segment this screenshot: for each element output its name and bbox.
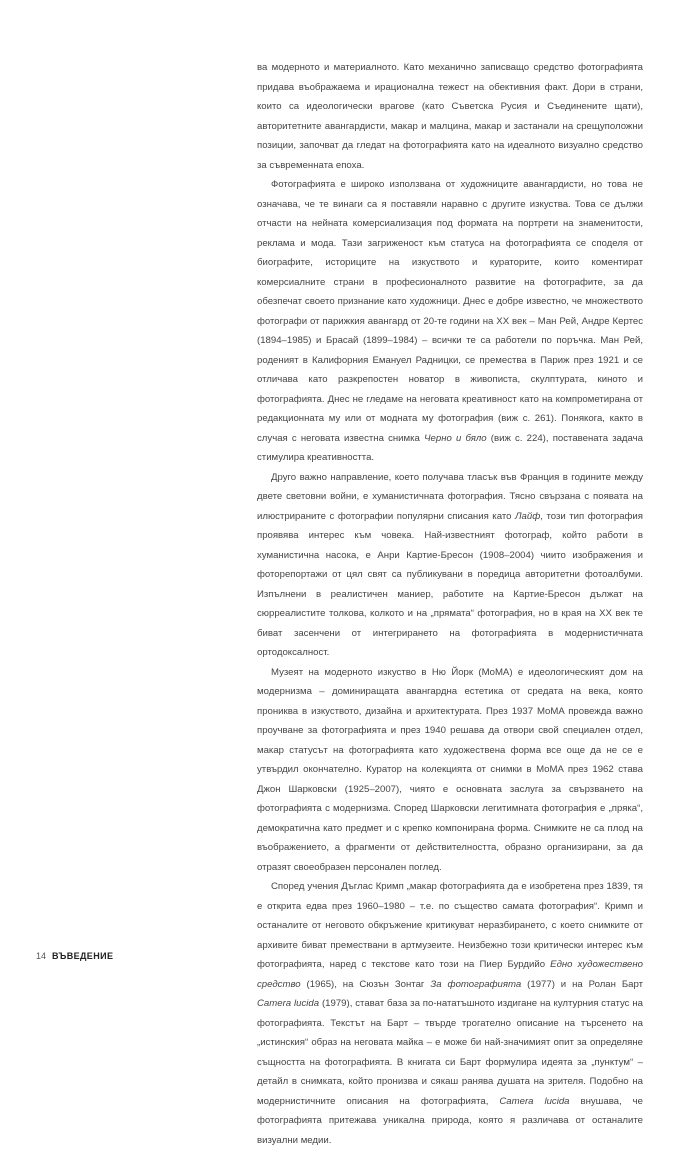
text-run: , този тип фотография проявява интерес към човека. Най-известният фотограф, който работи в хуманистична насока, е Анри Картие-Бресон (1908–2004) чиито изображения и фоторепортажи от цял свят са публикувани в поредица авторитетни фотоалбуми. Изпълнени в реалистичен маниер, работите на Картие-Бресон дължат на сюрреалистите толкова, колкото и на „прямата“ фотография, но в края на XX век те биват засенчени от интегрирането на фотографията в модернистичната ортодоксалност. (257, 510, 643, 658)
italic-title: За фотографията (430, 978, 522, 990)
text-run: Друго важно направление, което получава тласък във Франция в годините между двете световни войни, е хуманистичната фотография. Тясно свързана с появата на илюстрираните с фотографии популярни списания като (257, 471, 643, 522)
italic-title: Camera lucida (257, 998, 320, 1009)
paragraph (257, 663, 643, 878)
page-footer (36, 951, 113, 965)
text-run: (виж с. 224), поставената задача стимулира креативността. (257, 432, 643, 463)
paragraph (257, 175, 643, 468)
page-number: 14 (36, 951, 47, 961)
text-run: Музеят на модерното изкуство в Ню Йорк (MoMA) е идеологическият дом на модернизма – доминиращата авангардна естетика от средата на века, която прониква в изкуството, дизайна и архитектурата. През 1937 MoMA провежда важно проучване за фотографията и през 1940 решава да отвори свой специален отдел, макар статусът на фотографията като художествена форма все още да не се е утвърдил окончателно. Куратор на колекцията от снимки в MoMA през 1962 става Джон Шарковски (1925–2007), чиято е основната заслуга за свързването на фотографията с модернизма. Според Шарковски легитимната фотография е „пряка“, демократична като предмет и с крепко компонирана форма. Снимките не са плод на въображението, а фрагменти от действителността, образно организирани, за да отразят своеобразен персонален поглед. (257, 666, 643, 873)
text-run: Фотографията е широко използвана от художниците авангардисти, но това не означава, че те винаги са я поставяли наравно с другите изкуства. Това се дължи отчасти на нейната комерсиализация под формата на портрети на знаменитости, реклама и мода. Тази загриженост към статуса на фотографията се споделя от биографите, историците на изкуството и кураторите, които коментират комерсиалните страни в професионалното развитие на фотографите, за да обезпечат своето признание като художници. Днес е добре известно, че множеството фотографи от парижкия авангард от 20-те години на XX век – Ман Рей, Андре Кертес (1894–1985) и Брасай (1899–1984) – всички те са работели по поръчка. Ман Рей, роденият в Калифорния Емануел Радницки, се премества в Париж през 1921 и се отличава като разкрепостен новатор в живописта, скулптурата, киното и фотографията. Днес не гледаме на неговата креативност като на компрометирана от редакционната му или от модната му фотография (виж с. 261). Понякога, както в случая с неговата известна снимка (257, 179, 643, 444)
paragraph (257, 58, 643, 175)
text-run: внушава, че фотографията притежава уникална природа, която я различава от останалите визуални медии. (257, 1095, 643, 1146)
text-run: (1977) и на Ролан Барт (521, 978, 643, 990)
text-run: Според учения Дъглас Кримп „макар фотографията да е изобретена през 1839, тя е открита едва през 1960–1980 – т.е. по същество самата фотография“. Кримп и останалите от неговото обкръжение критикуват неразбирането, с което снимките от архивите биват премествани в артмузеите. Неизбежно този критически интерес към фотографията, наред с текстове като този на Пиер Бурдийо (257, 881, 643, 970)
text-run: (1965), на Сюзън Зонтаг (300, 978, 431, 990)
italic-title: Едно художествено средство (257, 959, 643, 990)
text-run: ва модерното и материалното. Като механично записващо средство фотографията придава въображаема и ирационална тежест на обективния факт. Дори в страни, които са идеологически врагове (като Съветска Русия и Съединените щати), авторитетните авангардисти, макар и малцина, макар и застанали на срещуположни позиции, започват да гледат на фотографията като на идеалното визуално средство за съвременната епоха. (257, 62, 643, 171)
body-text-column (257, 58, 643, 1150)
section-title: ВЪВЕДЕНИЕ (52, 951, 114, 961)
paragraph (257, 877, 643, 1150)
text-run: (1979), стават база за по-нататъшното издигане на културния статус на фотографията. Текстът на Барт – твърде трогателно описание на търсенето на „истинския“ образ на неговата майка – е може би най-значимият опит за определяне същността на фотографията. В книгата си Барт формулира идеята за „пунктум“ – детайл в снимката, който пронизва и сякаш ранява душата на зрителя. Подобно на модернистичните описания на фотографията, (257, 998, 643, 1107)
paragraph (257, 468, 643, 663)
italic-title: Camera lucida (499, 1095, 570, 1107)
italic-title: Лайф (514, 510, 541, 522)
italic-title: Черно и бяло (424, 432, 487, 444)
